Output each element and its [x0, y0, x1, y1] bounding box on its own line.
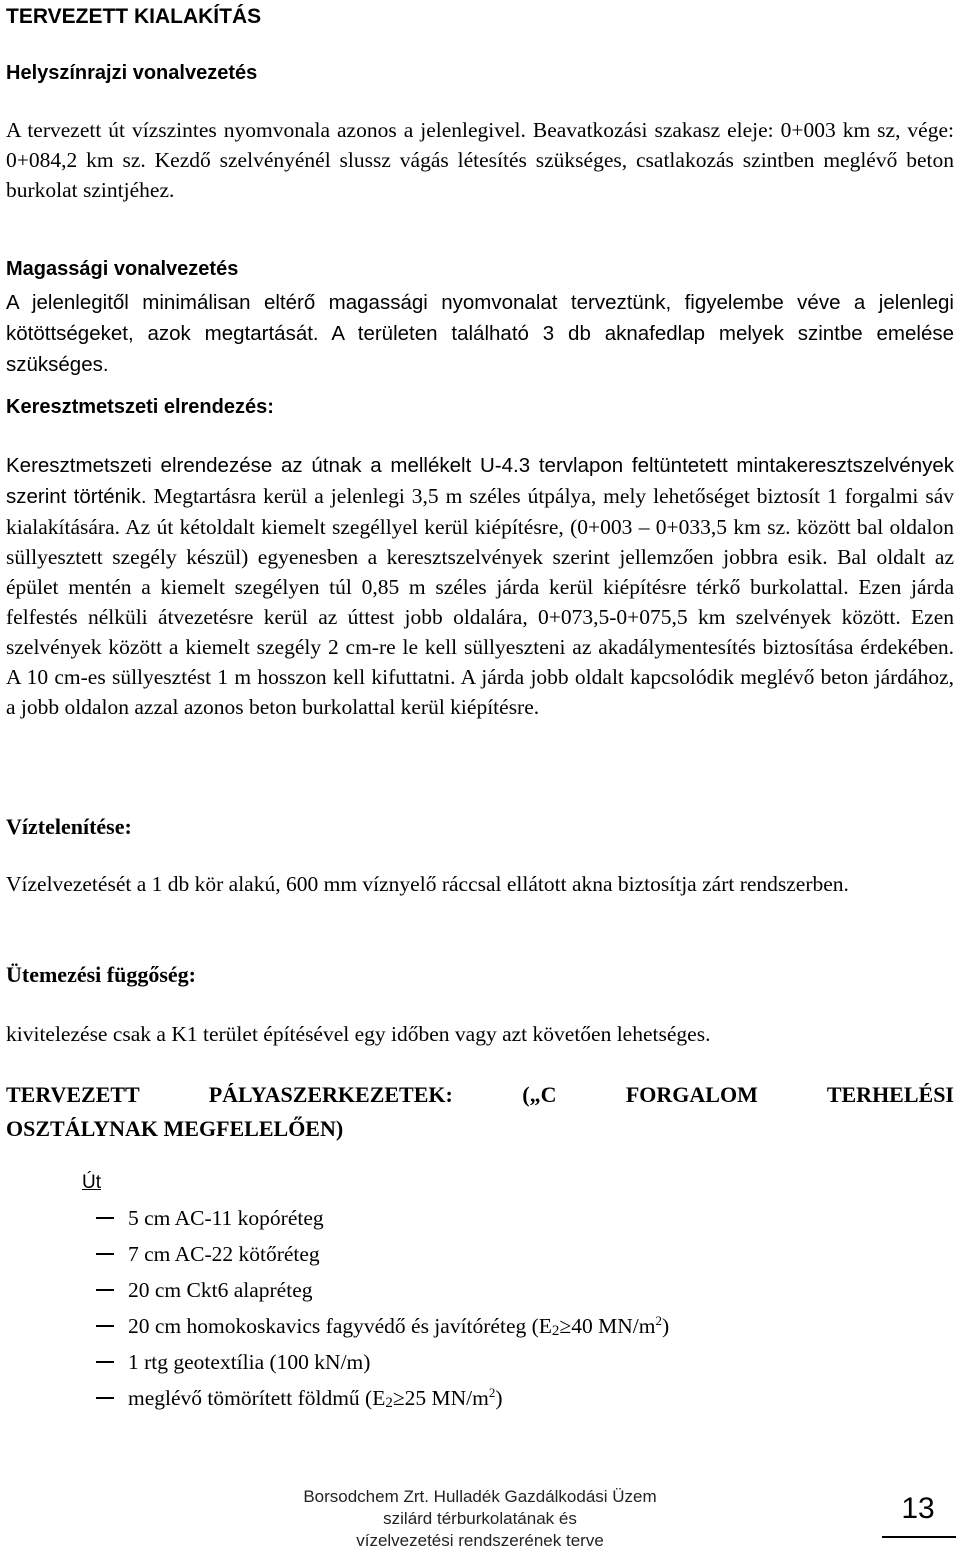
footer-line1: Borsodchem Zrt. Hulladék Gazdálkodási Üzem	[303, 1487, 657, 1506]
layer-text-main: 20 cm homokoskavics fagyvédő és javítóréteg (E	[128, 1314, 552, 1338]
pavement-title-line2: OSZTÁLYNAK MEGFELELŐEN)	[6, 1116, 344, 1141]
dash-bullet-icon	[96, 1397, 114, 1399]
cross-section-serif-text: Megtartásra kerül a jelenlegi 3,5 m széles útpálya, mely lehetőséget biztosít 1 forgalmi sáv kialakítására. Az út kétoldalt kiemelt szegéllyel kerül kiépítésre, (0+003 – 0+033,5 km sz. között bal oldalon süllyesztett szegély készül) egyenesben a keresztszelvények szerint jellemzően jobbra esik. Bal oldalt az épület mentén a kiemelt szegélyen túl 0,85 m széles járda kerül kiépítésre térkő burkolattal. Ezen járda felfestés nélküli átvezetésre kerül az úttest jobb oldalára, 0+073,5-0+075,5 km szelvények között. Ezen szelvények között a kiemelt szegély 2 cm-re le kell süllyeszteni az akadálymentesítés biztosítása érdekében. A 10 cm-es süllyesztést 1 m hosszon kell kifuttatni. A járda jobb oldalt kapcsolódik meglévő beton járdához, a jobb oldalon azzal azonos beton burkolattal kerül kiépítésre.	[6, 484, 955, 719]
dash-bullet-icon	[96, 1361, 114, 1363]
layer-subscript: 2	[385, 1395, 393, 1411]
layer-text-main: meglévő tömörített földmű (E	[128, 1386, 386, 1410]
schedule-paragraph: kivitelezése csak a K1 terület építésével egy időben vagy azt követően lehetséges.	[6, 1022, 711, 1046]
layer-text-end: )	[495, 1386, 503, 1410]
layer-text-rest: ≥40 MN/m	[559, 1314, 656, 1338]
layer-item	[96, 1236, 669, 1272]
layer-item	[96, 1380, 669, 1416]
vertical-heading: Magassági vonalvezetés	[6, 258, 239, 280]
layer-item	[96, 1308, 669, 1344]
pavement-title-line1: TERVEZETT PÁLYASZERKEZETEK: („C FORGALOM TERHELÉSI	[6, 1082, 954, 1107]
dash-bullet-icon	[96, 1325, 114, 1327]
layer-text-rest: ≥25 MN/m	[392, 1386, 489, 1410]
horizontal-heading: Helyszínrajzi vonalvezetés	[6, 62, 258, 84]
drainage-heading: Víztelenítése:	[6, 814, 132, 839]
vertical-paragraph: A jelenlegitől minimálisan eltérő magassági nyomvonalat terveztünk, figyelembe véve a jelenlegi kötöttségeket, azok megtartását. A területen található 3 db aknafedlap melyek szintbe emelése szükséges.	[6, 291, 954, 376]
layer-superscript: 2	[655, 1313, 662, 1328]
footer-line3: vízelvezetési rendszerének terve	[356, 1531, 604, 1550]
page-number-rule	[882, 1536, 956, 1538]
page-footer	[230, 1486, 730, 1552]
dash-bullet-icon	[96, 1289, 114, 1291]
layer-superscript: 2	[488, 1385, 496, 1400]
layer-text-end: )	[661, 1314, 670, 1338]
horizontal-paragraph: A tervezett út vízszintes nyomvonala azonos a jelenlegivel. Beavatkozási szakasz eleje: 0+003 km sz, vége: 0+084,2 km sz. Kezdő szelvényénél slussz vágás létesítés szükséges, csatlakozás szintben meglévő beton burkolat szintjéhez.	[6, 118, 954, 202]
pavement-layer-list	[96, 1200, 669, 1416]
layer-text: 1 rtg geotextília (100 kN/m)	[128, 1350, 371, 1374]
page-number: 13	[901, 1492, 935, 1525]
page-title: TERVEZETT KIALAKÍTÁS	[6, 5, 262, 28]
layer-item	[96, 1200, 669, 1236]
schedule-heading: Ütemezési függőség:	[6, 962, 196, 987]
drainage-paragraph: Vízelvezetését a 1 db kör alakú, 600 mm víznyelő ráccsal ellátott akna biztosítja zárt rendszerben.	[6, 872, 849, 896]
pavement-subheading: Út	[82, 1172, 101, 1193]
cross-section-paragraph	[6, 450, 954, 722]
layer-subscript: 2	[551, 1323, 560, 1339]
dash-bullet-icon	[96, 1217, 114, 1219]
layer-text	[128, 1303, 669, 1349]
cross-section-heading: Keresztmetszeti elrendezés:	[6, 396, 274, 418]
layer-text	[128, 1375, 503, 1421]
layer-text: 7 cm AC-22 kötőréteg	[128, 1242, 320, 1266]
footer-line2: szilárd térburkolatának és	[383, 1509, 577, 1528]
dash-bullet-icon	[96, 1253, 114, 1255]
cross-section-sans-text: Keresztmetszeti elrendezése az útnak a mellékelt U-4.3 tervlapon feltüntetett mintakeresztszelvények szerint történik.	[6, 454, 954, 508]
layer-text: 5 cm AC-11 kopóréteg	[128, 1206, 324, 1230]
layer-text: 20 cm Ckt6 alapréteg	[128, 1278, 313, 1302]
